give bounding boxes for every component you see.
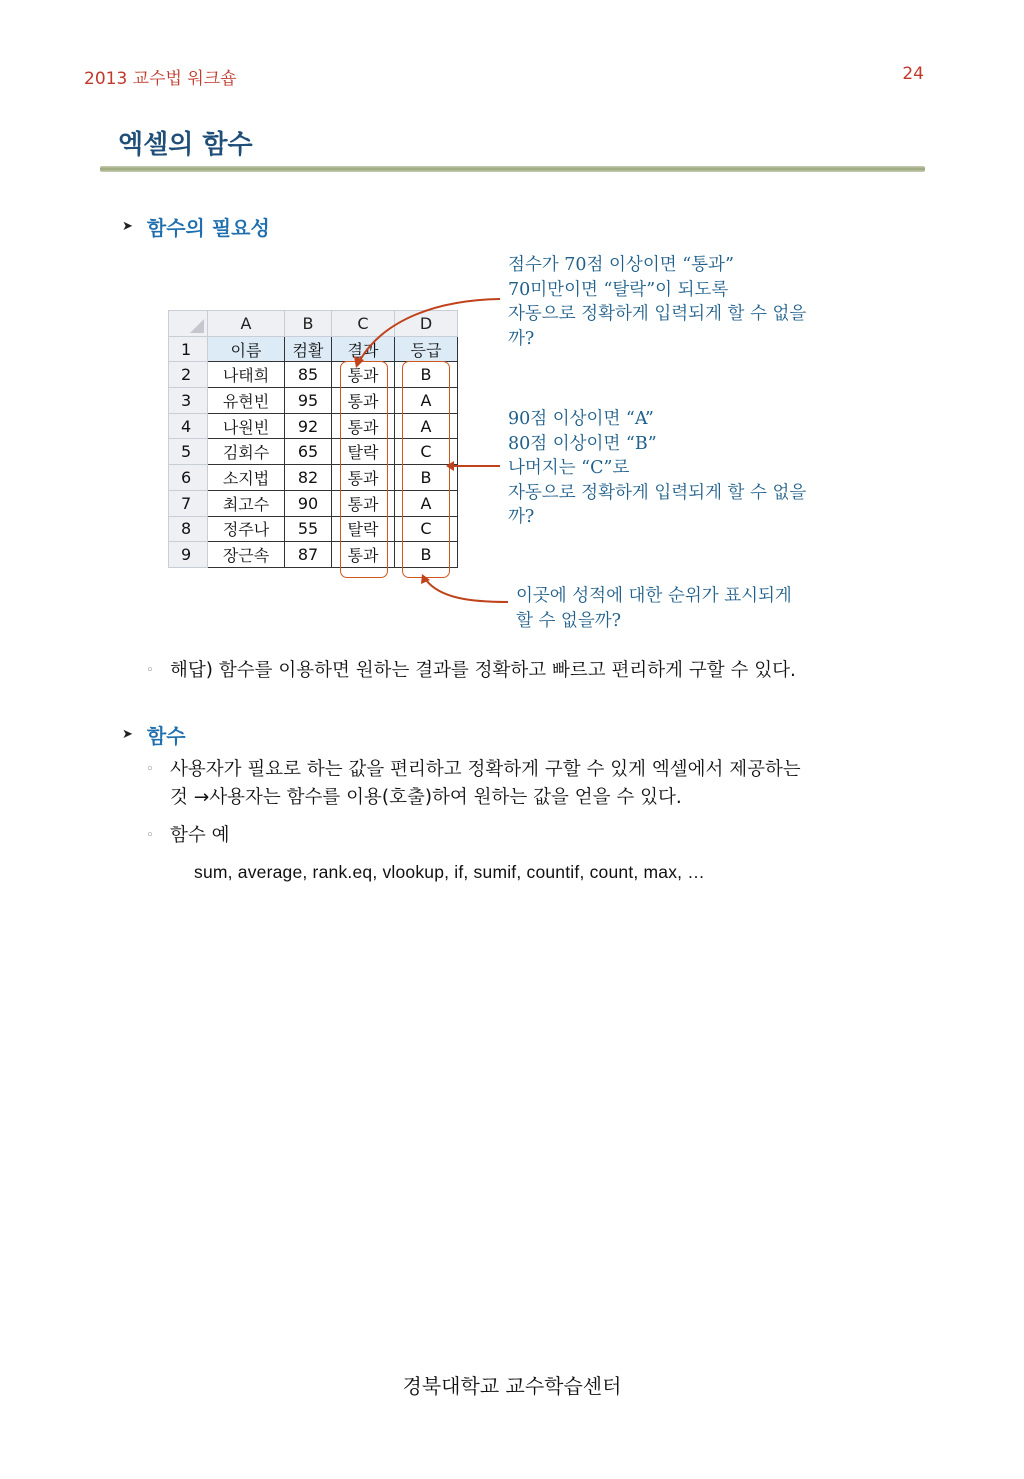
circle-bullet-icon: ◦ — [146, 663, 154, 678]
header-title: 2013 교수법 워크숍 — [84, 69, 237, 89]
cell-score: 92 — [285, 413, 332, 439]
section-heading-text: 함수의 필요성 — [146, 216, 270, 240]
connector-rank — [426, 580, 508, 602]
row-number: 9 — [169, 542, 208, 568]
page-number: 24 — [902, 64, 924, 84]
column-header-c: C — [332, 311, 395, 337]
field-score: 컴활 — [285, 336, 332, 362]
row-number: 5 — [169, 439, 208, 465]
row-number: 8 — [169, 516, 208, 542]
row-number: 1 — [169, 336, 208, 362]
column-header-b: B — [285, 311, 332, 337]
connector-grade-arrowhead — [446, 461, 454, 471]
arrow-bullet-icon: ➤ — [122, 219, 133, 234]
cell-grade: C — [395, 439, 458, 465]
cell-name: 최고수 — [208, 490, 285, 516]
cell-result: 통과 — [332, 490, 395, 516]
cell-grade: B — [395, 542, 458, 568]
callout-line: 까? — [508, 328, 535, 349]
cell-result: 통과 — [332, 542, 395, 568]
cell-name: 장근속 — [208, 542, 285, 568]
answer-item — [146, 657, 796, 685]
cell-score: 87 — [285, 542, 332, 568]
callout-line: 90점 이상이면 “A” — [508, 409, 654, 429]
field-name: 이름 — [208, 336, 285, 362]
column-header-a: A — [208, 311, 285, 337]
cell-grade: A — [395, 388, 458, 414]
callout-line: 나머지는 “C”로 — [508, 458, 630, 478]
cell-result: 탈락 — [332, 516, 395, 542]
cell-score: 90 — [285, 490, 332, 516]
row-number: 7 — [169, 490, 208, 516]
row-number: 3 — [169, 388, 208, 414]
cell-result: 통과 — [332, 362, 395, 388]
cell-result: 통과 — [332, 413, 395, 439]
cell-grade: A — [395, 490, 458, 516]
callout-line: 자동으로 정확하게 입력되게 할 수 없을 — [508, 482, 807, 503]
row-number: 6 — [169, 465, 208, 491]
callout-line: 점수가 70점 이상이면 “통과” — [508, 255, 734, 275]
callout-line: 자동으로 정확하게 입력되게 할 수 없을 — [508, 304, 807, 324]
callout-line: 할 수 없을까? — [516, 610, 622, 631]
callout-result — [508, 253, 806, 351]
row-number: 2 — [169, 362, 208, 388]
definition-item — [146, 756, 801, 812]
cell-grade: B — [395, 465, 458, 491]
arrow-bullet-icon: ➤ — [122, 727, 133, 742]
field-grade: 등급 — [395, 336, 458, 362]
callout-line: 70미만이면 “탈락”이 되도록 — [508, 279, 729, 300]
field-result: 결과 — [332, 336, 395, 362]
connector-result — [360, 299, 500, 360]
cell-name: 나태희 — [208, 362, 285, 388]
section-heading-function — [122, 720, 186, 749]
example-heading-text: 함수 예 — [170, 825, 230, 846]
cell-score: 95 — [285, 388, 332, 414]
cell-result: 탈락 — [332, 439, 395, 465]
cell-result: 통과 — [332, 388, 395, 414]
callout-grade — [508, 407, 806, 530]
example-item — [146, 822, 230, 850]
callout-rank — [516, 584, 792, 633]
cell-name: 정주나 — [208, 516, 285, 542]
callout-line: 80점 이상이면 “B” — [508, 433, 657, 454]
cell-name: 유현빈 — [208, 388, 285, 414]
column-header-d: D — [395, 311, 458, 337]
row-number: 4 — [169, 413, 208, 439]
circle-bullet-icon: ◦ — [146, 828, 154, 843]
cell-name: 소지법 — [208, 465, 285, 491]
cell-grade: C — [395, 516, 458, 542]
section-heading-text: 함수 — [146, 724, 186, 748]
cell-grade: B — [395, 362, 458, 388]
function-examples: sum, average, rank.eq, vlookup, if, sumif, countif, count, max, … — [194, 862, 705, 882]
definition-text-line2: 것 →사용자는 함수를 이용(호출)하여 원하는 값을 얻을 수 있다. — [170, 787, 682, 808]
cell-score: 55 — [285, 516, 332, 542]
cell-name: 나원빈 — [208, 413, 285, 439]
callout-line: 까? — [508, 507, 535, 527]
cell-score: 65 — [285, 439, 332, 465]
callout-line: 이곳에 성적에 대한 순위가 표시되게 — [516, 586, 792, 606]
cell-score: 85 — [285, 362, 332, 388]
footer-text: 경북대학교 교수학습센터 — [402, 1374, 622, 1398]
circle-bullet-icon: ◦ — [146, 762, 154, 777]
cell-result: 통과 — [332, 465, 395, 491]
answer-text: 해답) 함수를 이용하면 원하는 결과를 정확하고 빠르고 편리하게 구할 수 있다. — [170, 660, 796, 681]
cell-grade: A — [395, 413, 458, 439]
cell-name: 김회수 — [208, 439, 285, 465]
page-title: 엑셀의 함수 — [118, 130, 253, 160]
cell-score: 82 — [285, 465, 332, 491]
definition-text-line1: 사용자가 필요로 하는 값을 편리하고 정확하게 구할 수 있게 엑셀에서 제공하는 — [170, 759, 801, 780]
